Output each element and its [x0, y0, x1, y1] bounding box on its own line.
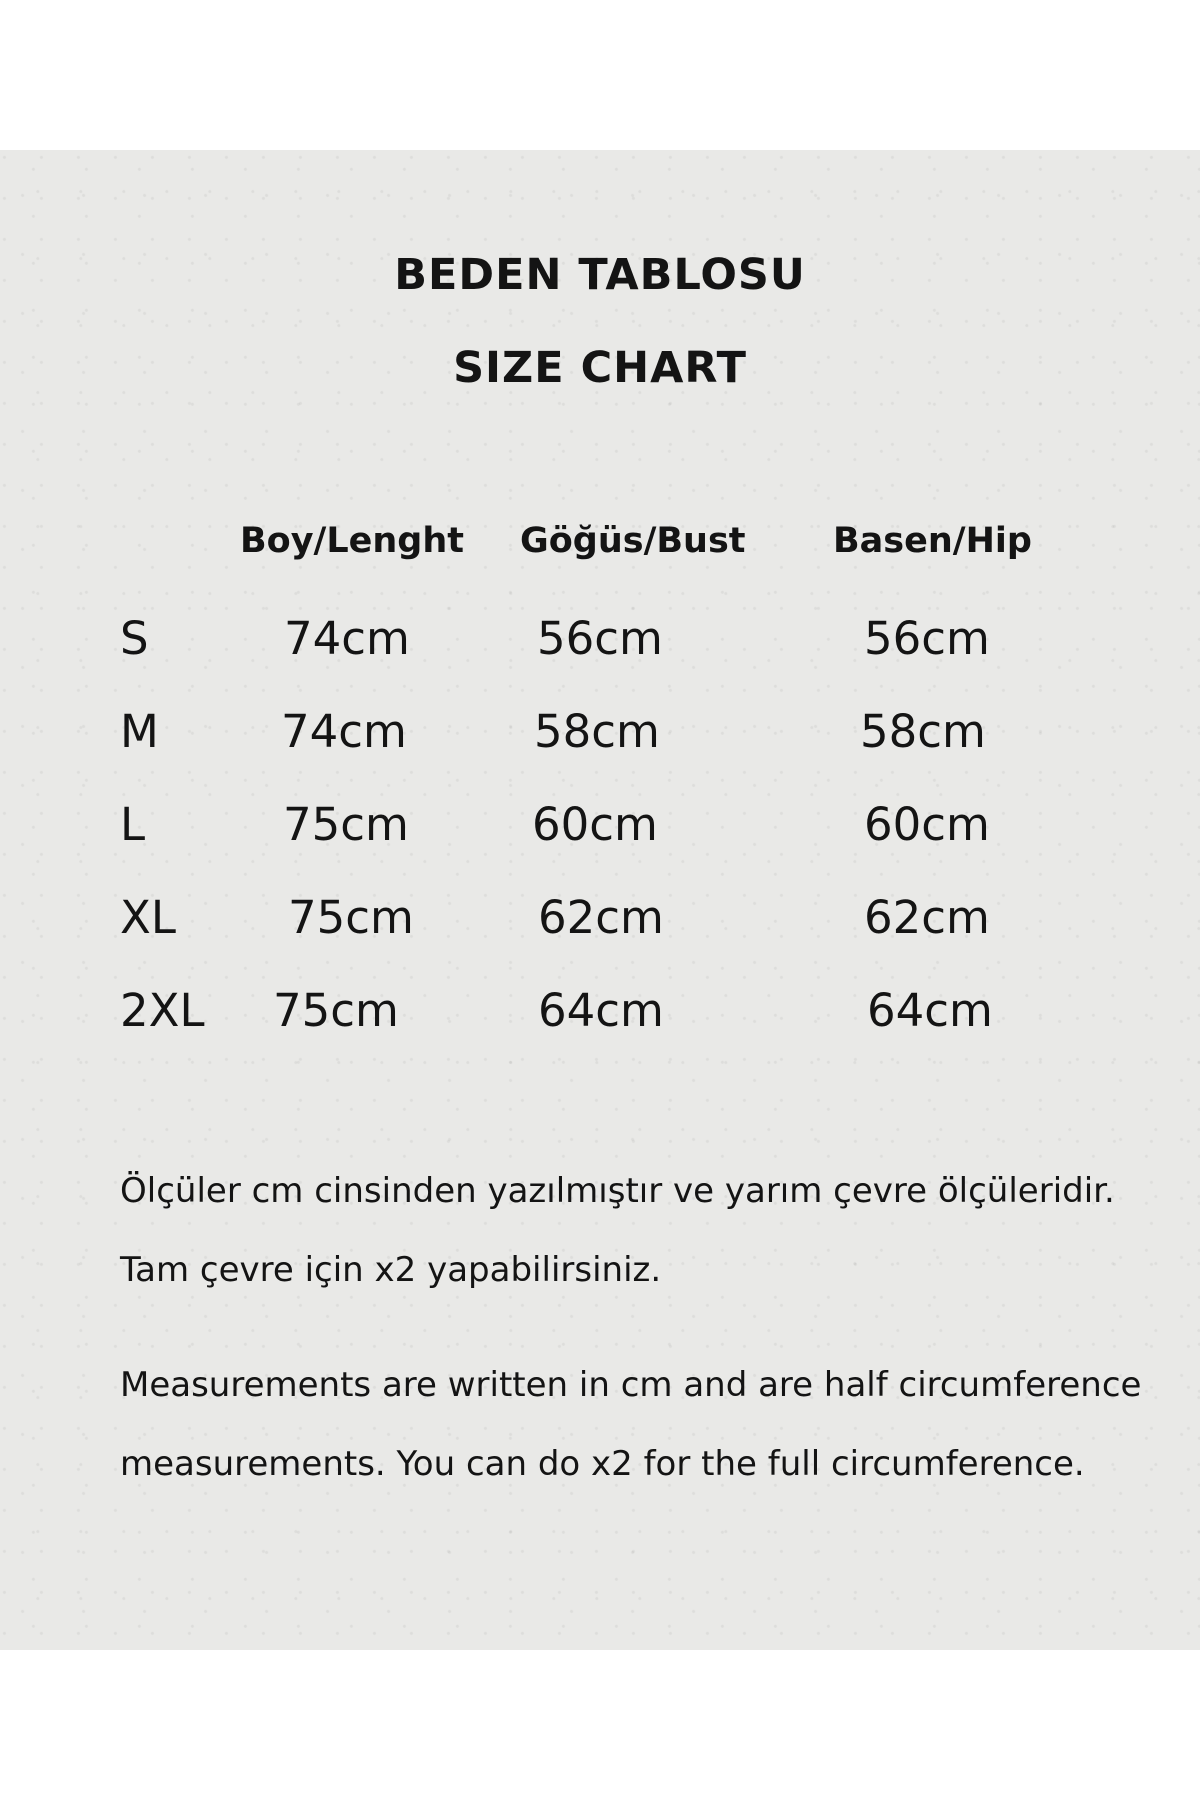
bust-value: 60cm [532, 798, 658, 851]
size-label: 2XL [120, 984, 205, 1037]
size-chart-card [0, 150, 1200, 1650]
length-value: 74cm [281, 705, 407, 758]
note-turkish: Ölçüler cm cinsinden yazılmıştır ve yarım çevre ölçüleridir. Tam çevre için x2 yapabilirsiniz. [120, 1171, 1115, 1290]
length-value: 75cm [273, 984, 399, 1037]
title-english: SIZE CHART [453, 343, 747, 393]
length-value: 75cm [288, 891, 414, 944]
hip-value: 62cm [864, 891, 990, 944]
hip-value: 60cm [864, 798, 990, 851]
length-value: 74cm [284, 612, 410, 665]
bust-value: 64cm [538, 984, 664, 1037]
column-header-hip: Basen/Hip [833, 521, 1032, 561]
title-turkish: BEDEN TABLOSU [394, 250, 806, 300]
hip-value: 58cm [860, 705, 986, 758]
length-value: 75cm [283, 798, 409, 851]
hip-value: 64cm [867, 984, 993, 1037]
hip-value: 56cm [864, 612, 990, 665]
bust-value: 62cm [538, 891, 664, 944]
size-label: M [120, 705, 159, 758]
bust-value: 58cm [534, 705, 660, 758]
column-header-bust: Göğüs/Bust [520, 521, 746, 561]
note-english: Measurements are written in cm and are half circumference measurements. You can do x2 for the full circumference. [120, 1365, 1142, 1484]
column-header-length: Boy/Lenght [240, 521, 464, 561]
size-label: L [120, 798, 146, 851]
size-label: S [120, 612, 149, 665]
size-label: XL [120, 891, 176, 944]
bust-value: 56cm [537, 612, 663, 665]
